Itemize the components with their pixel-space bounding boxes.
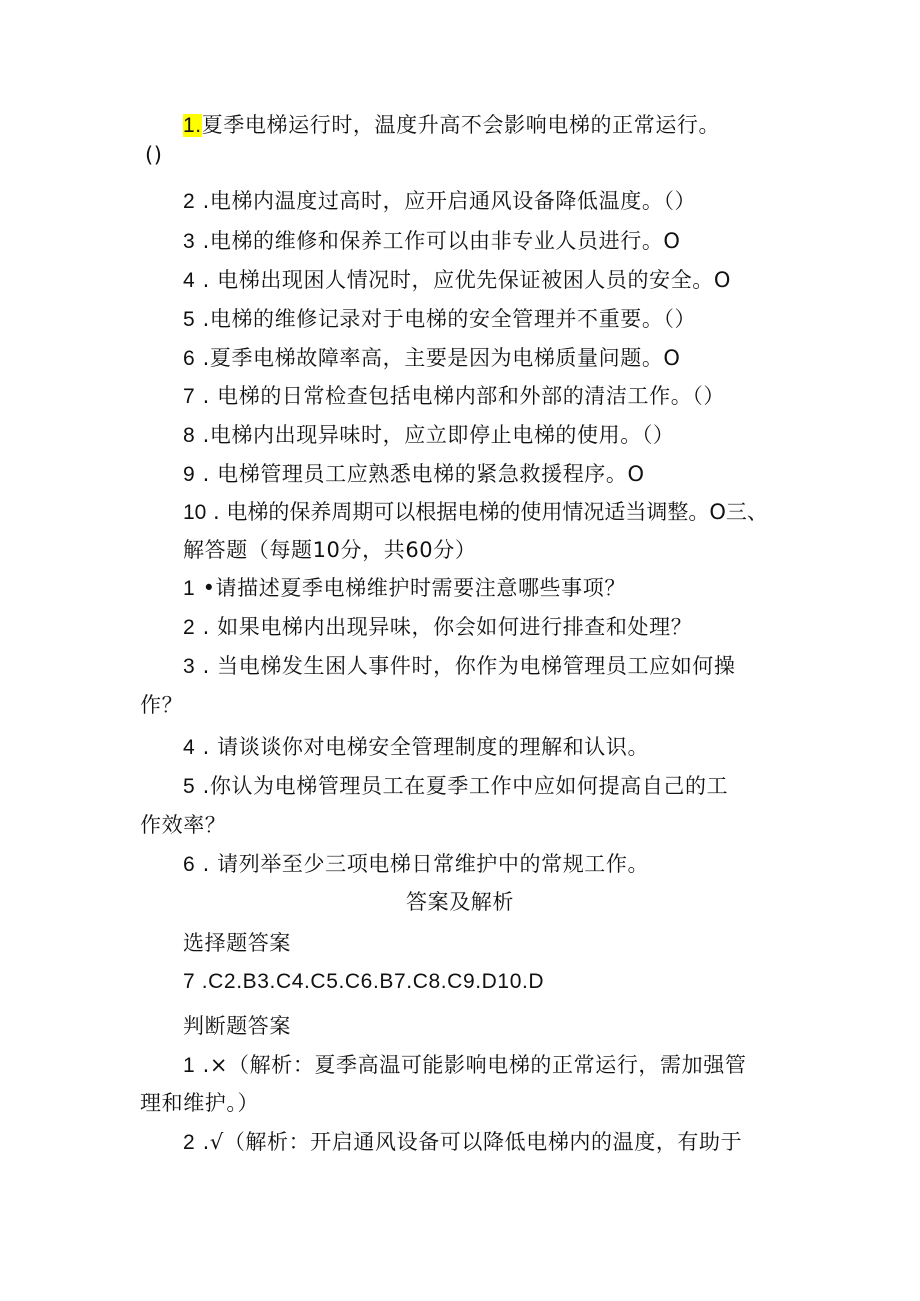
essay-text: . 请谈谈你对电梯安全管理制度的理解和认识。 (202, 735, 650, 759)
judgment-text: .电梯内出现异味时，应立即停止电梯的使用。（） (202, 423, 675, 447)
judgment-number: 8 (183, 424, 196, 447)
answer-text: .×（解析：夏季高温可能影响电梯的正常运行，需加强管 (202, 1053, 747, 1077)
essay-item-5 (183, 771, 728, 802)
choice-answers-list: 7 .C2.B3.C4.C5.C6.B7.C8.C9.D10.D (183, 970, 545, 993)
judgment-number-highlighted: 1. (183, 114, 202, 137)
judgment-answers-heading: 判断题答案 (183, 1014, 291, 1038)
answers-heading: 答案及解析 (406, 890, 514, 914)
judgment-item-10 (183, 497, 768, 528)
judgment-item-1-answer-blank: () (145, 143, 163, 167)
essay-number: 1 (183, 577, 196, 600)
answer-number: 2 (183, 1131, 196, 1154)
essay-section-heading: 解答题（每题10分，共60分） (183, 538, 477, 562)
essay-text: . 请列举至少三项电梯日常维护中的常规工作。 (202, 852, 650, 876)
essay-item-5-continuation: 作效率？ (140, 813, 227, 837)
essay-item-4 (183, 732, 649, 763)
judgment-answer-2 (183, 1127, 742, 1158)
judgment-item-9 (183, 459, 645, 490)
essay-number: 6 (183, 853, 196, 876)
judgment-number: 10 (183, 501, 207, 524)
essay-number: 3 (183, 655, 196, 678)
judgment-item-7 (183, 381, 725, 412)
essay-number: 4 (183, 736, 196, 759)
judgment-text: . 电梯管理员工应熟悉电梯的紧急救援程序。O (202, 462, 645, 486)
essay-number: 5 (183, 775, 196, 798)
judgment-item-1 (183, 110, 720, 141)
judgment-text: . 电梯的保养周期可以根据电梯的使用情况适当调整。O三、 (213, 500, 768, 524)
judgment-number: 6 (183, 347, 196, 370)
judgment-item-4 (183, 265, 731, 296)
judgment-item-5 (183, 304, 696, 335)
essay-text: . 如果电梯内出现异味，你会如何进行排查和处理？ (202, 615, 693, 639)
essay-text: . 当电梯发生困人事件时，你作为电梯管理员工应如何操 (202, 654, 736, 678)
judgment-number: 4 (183, 269, 196, 292)
judgment-number: 3 (183, 230, 196, 253)
choice-answers-heading: 选择题答案 (183, 931, 291, 955)
judgment-item-2 (183, 186, 696, 217)
answer-text: .√（解析：开启通风设备可以降低电梯内的温度，有助于 (202, 1130, 743, 1154)
judgment-text: .夏季电梯故障率高，主要是因为电梯质量问题。O (202, 346, 681, 370)
judgment-item-3 (183, 226, 681, 257)
essay-text: .你认为电梯管理员工在夏季工作中应如何提高自己的工 (202, 774, 729, 798)
judgment-text: . 电梯出现困人情况时，应优先保证被困人员的安全。O (202, 268, 732, 292)
judgment-text: .电梯的维修和保养工作可以由非专业人员进行。O (202, 229, 681, 253)
judgment-number: 5 (183, 308, 196, 331)
judgment-text: 夏季电梯运行时，温度升高不会影响电梯的正常运行。 (201, 113, 721, 137)
judgment-number: 7 (183, 385, 196, 408)
judgment-number: 2 (183, 190, 196, 213)
judgment-item-6 (183, 343, 681, 374)
essay-item-6 (183, 849, 649, 880)
judgment-text: .电梯的维修记录对于电梯的安全管理并不重要。（） (202, 307, 697, 331)
judgment-text: .电梯内温度过高时，应开启通风设备降低温度。（） (202, 189, 697, 213)
essay-item-3-continuation: 作？ (140, 693, 184, 717)
essay-item-1 (183, 573, 626, 604)
essay-item-3 (183, 651, 736, 682)
judgment-text: . 电梯的日常检查包括电梯内部和外部的清洁工作。（） (202, 384, 726, 408)
judgment-number: 9 (183, 463, 196, 486)
essay-text: •请描述夏季电梯维护时需要注意哪些事项？ (202, 576, 626, 600)
judgment-answer-1-continuation: 理和维护。） (140, 1091, 260, 1115)
essay-number: 2 (183, 616, 196, 639)
answer-number: 1 (183, 1054, 196, 1077)
essay-item-2 (183, 612, 692, 643)
judgment-item-8 (183, 420, 675, 451)
judgment-answer-1 (183, 1050, 746, 1081)
